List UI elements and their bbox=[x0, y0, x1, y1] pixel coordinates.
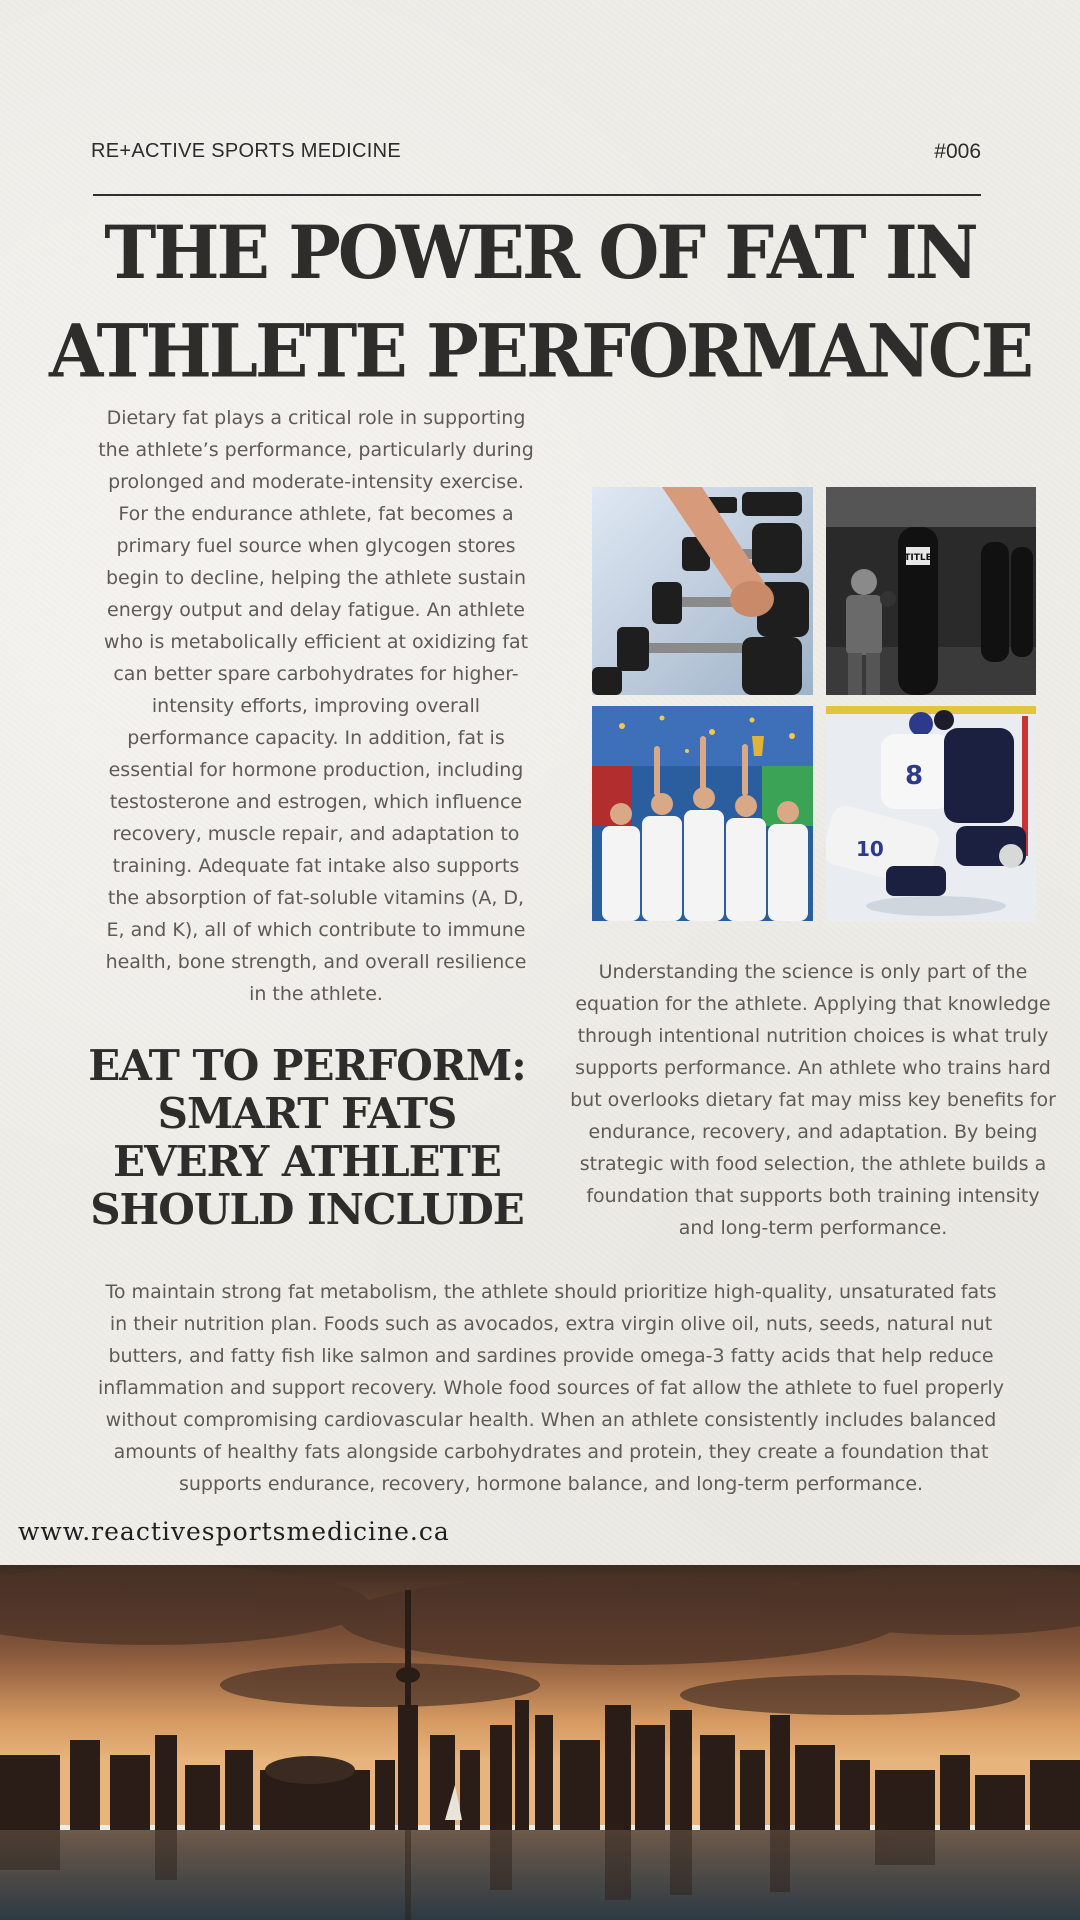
punching-bag-logo: TITLE bbox=[904, 553, 932, 563]
section-heading: EAT TO PERFORM: SMART FATS EVERY ATHLETE SHOULD INCLUDE bbox=[88, 1041, 526, 1234]
dumbbell-rack-photo bbox=[592, 487, 813, 695]
page-title bbox=[40, 203, 1040, 400]
city-skyline-banner bbox=[0, 1565, 1080, 1920]
healthy-fats-paragraph: To maintain strong fat metabolism, the athlete should prioritize high-quality, unsaturated fats in their nutrition plan. Foods such as avocados, extra virgin olive oil, nuts, seeds, natural nut butters, and fatty fish like salmon and sardines provide omega-3 fatty acids that help reduce inflammation and support recovery. Whole food sources of fat allow the athlete to fuel properly without compromising cardiovascular health. When an athlete consistently includes balanced amounts of healthy fats alongside carbohydrates and protein, they create a foundation that supports endurance, recovery, hormone balance, and long-term performance. bbox=[98, 1281, 1004, 1495]
title-line-1: THE POWER OF FAT IN bbox=[104, 208, 976, 296]
intro-paragraph: Dietary fat plays a critical role in supporting the athlete’s performance, particularly during prolonged and moderate-intensity exercise. For the endurance athlete, fat becomes a primary fuel source when glycogen stores begin to decline, helping the athlete sustain energy output and delay fatigue. An athlete who is metabolically efficient at oxidizing fat can better spare carbohydrates for higher-intensity efforts, improving overall performance capacity. In addition, fat is essential for hormone production, including testosterone and estrogen, which influence recovery, muscle repair, and adaptation to training. Adequate fat intake also supports the absorption of fat-soluble vitamins (A, D, E, and K), all of which contribute to immune health, bone strength, and overall resilience in the athlete. bbox=[98, 407, 534, 1005]
jersey-number-8: 8 bbox=[904, 761, 924, 791]
jersey-number-10: 10 bbox=[856, 837, 884, 861]
issue-number: #006 bbox=[934, 140, 981, 163]
hockey-game-photo bbox=[826, 706, 1036, 921]
website-link[interactable]: www.reactivesportsmedicine.ca bbox=[18, 1517, 450, 1546]
soccer-celebration-photo bbox=[592, 706, 813, 921]
boxing-gym-photo bbox=[826, 487, 1036, 695]
application-paragraph: Understanding the science is only part of the equation for the athlete. Applying that knowledge through intentional nutrition choices is what truly supports performance. An athlete who trains hard but overlooks dietary fat may miss key benefits for endurance, recovery, and adaptation. By being strategic with food selection, the athlete builds a foundation that supports both training intensity and long-term performance. bbox=[570, 961, 1056, 1239]
header-divider bbox=[93, 194, 981, 196]
brand-name: RE+ACTIVE SPORTS MEDICINE bbox=[91, 140, 401, 162]
title-line-2: ATHLETE PERFORMANCE bbox=[49, 307, 1031, 395]
